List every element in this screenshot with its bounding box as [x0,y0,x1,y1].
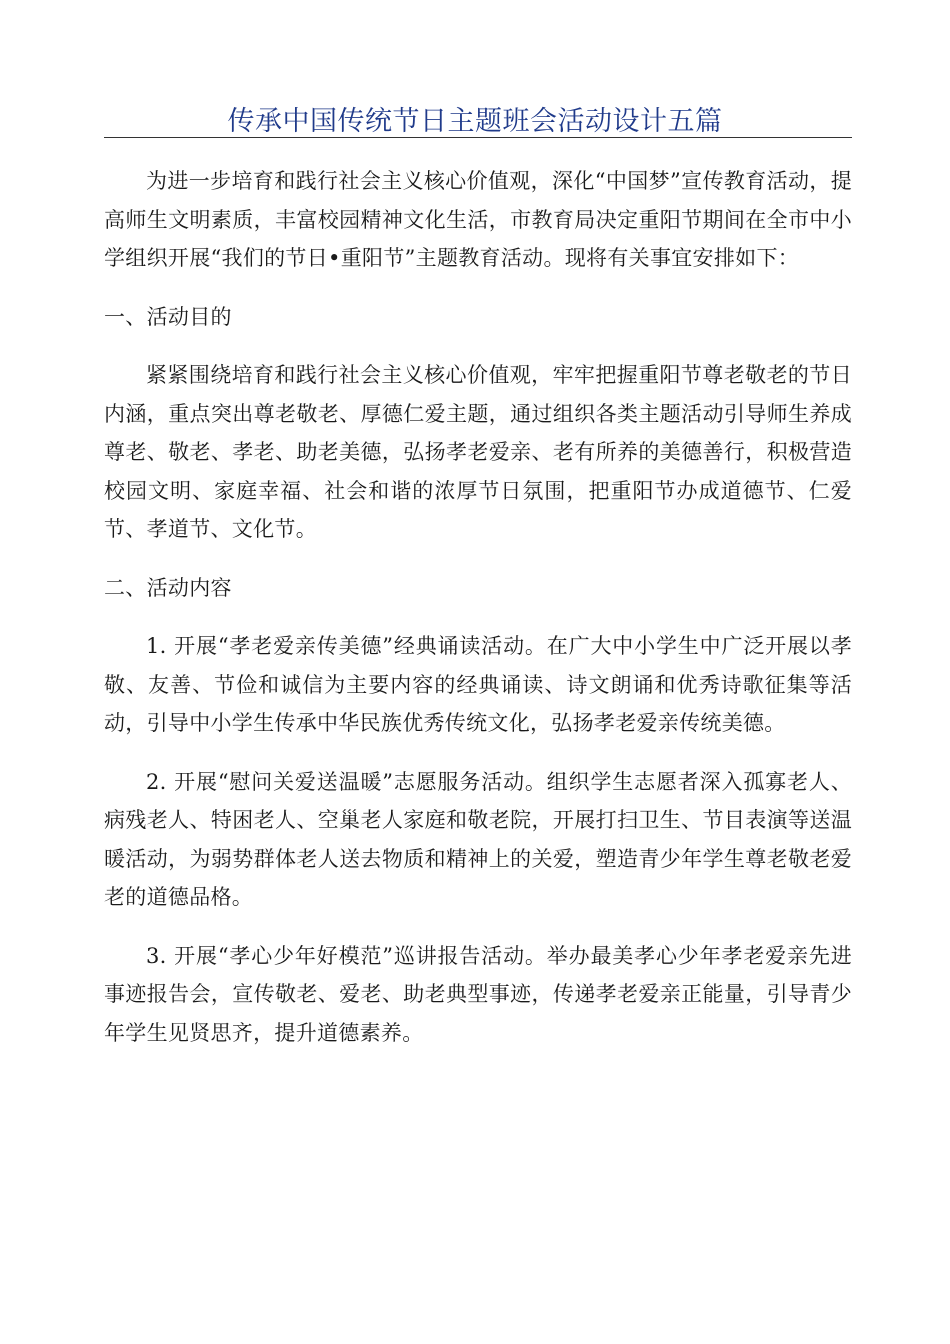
section-heading-content: 二、活动内容 [104,575,232,600]
purpose-paragraph: 紧紧围绕培育和践行社会主义核心价值观，牢牢把握重阳节尊老敬老的节日内涵，重点突出尊老敬老、厚德仁爱主题，通过组织各类主题活动引导师生养成尊老、敬老、孝老、助老美德，弘扬孝老爱亲、老有所养的美德善行，积极营造校园文明、家庭幸福、社会和谐的浓厚节日氛围，把重阳节办成道德节、仁爱节、孝道节、文化节。 [104,363,852,541]
document-body [104,162,852,1072]
title-underline [104,137,852,138]
intro-paragraph: 为进一步培育和践行社会主义核心价值观，深化“中国梦”宣传教育活动，提高师生文明素质，丰富校园精神文化生活，市教育局决定重阳节期间在全市中小学组织开展“我们的节日•重阳节”主题教育活动。现将有关事宜安排如下： [104,169,852,270]
content-item-1: 1. 开展“孝老爱亲传美德”经典诵读活动。在广大中小学生中广泛开展以孝敬、友善、节俭和诚信为主要内容的经典诵读、诗文朗诵和优秀诗歌征集等活动，引导中小学生传承中华民族优秀传统文化，弘扬孝老爱亲传统美德。 [104,634,852,735]
content-item-3: 3. 开展“孝心少年好模范”巡讲报告活动。举办最美孝心少年孝老爱亲先进事迹报告会，宣传敬老、爱老、助老典型事迹，传递孝老爱亲正能量，引导青少年学生见贤思齐，提升道德素养。 [104,943,852,1045]
document-title: 传承中国传统节日主题班会活动设计五篇 [227,106,723,137]
section-heading-purpose: 一、活动目的 [104,304,232,329]
content-item-2: 2. 开展“慰问关爱送温暖”志愿服务活动。组织学生志愿者深入孤寡老人、病残老人、特困老人、空巢老人家庭和敬老院，开展打扫卫生、节目表演等送温暖活动，为弱势群体老人送去物质和精神上的关爱，塑造青少年学生尊老敬老爱老的道德品格。 [104,769,852,909]
